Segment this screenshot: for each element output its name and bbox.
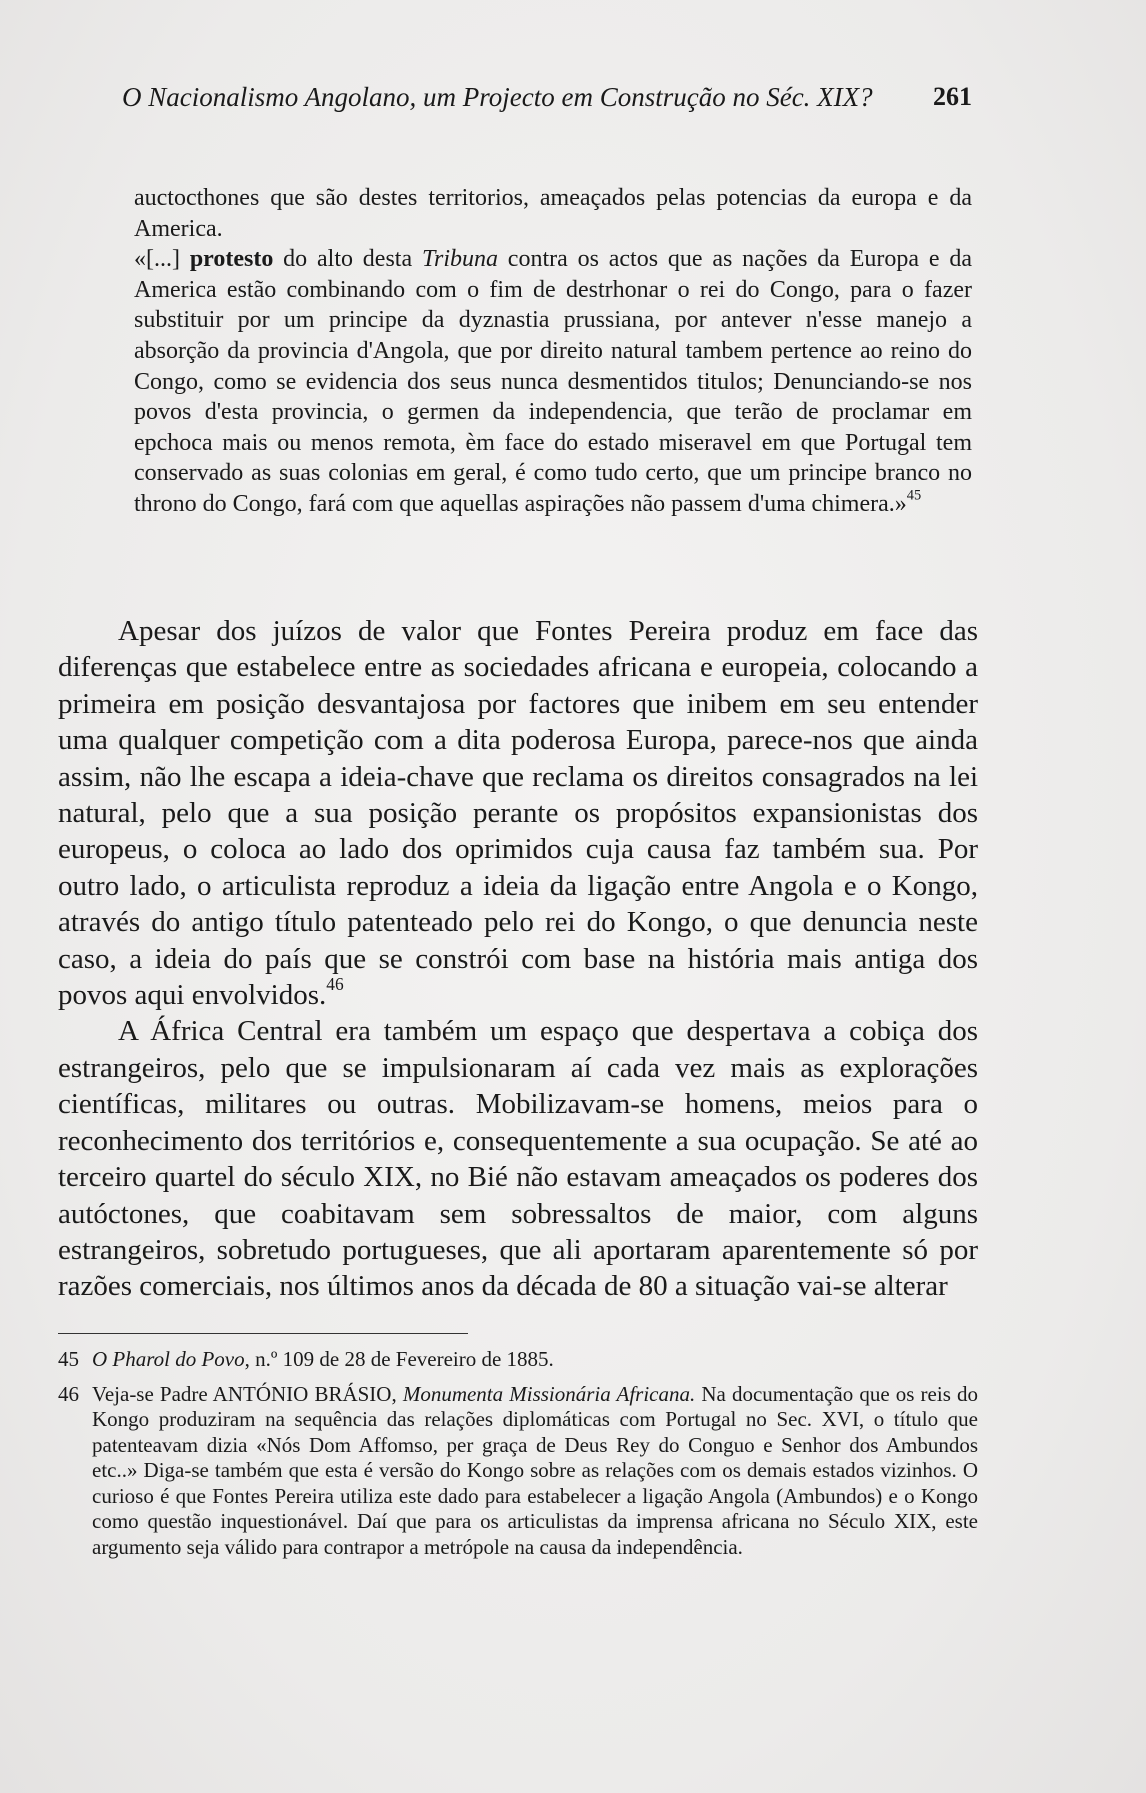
footnote-46-title: Monumenta Missionária Africana. (402, 1381, 696, 1406)
running-header (122, 82, 972, 113)
header-title: O Nacionalismo Angolano, um Projecto em Construção no Séc. XIX? (122, 82, 873, 112)
body-text (58, 613, 978, 1305)
quote-open: «[...] (134, 246, 190, 273)
footnote-46-text-b: Na documentação que os reis do Kongo produziram na sequência das relações diplomáticas com Portugal no Sec. XVI, o título que patenteavam dizia «Nós Dom Affomso, per graça de Deus Rey do Conguo e Senhor dos Ambundos etc..» Diga-se também que esta é versão do Kongo sobre as relações com os demais estados vizinhos. O curioso é que Fontes Pereira utiliza este dado para estabelecer a ligação Angola (Ambundos) e o Kongo como questão inquestionável. Daí que para os articulistas da imprensa africana no Século XIX, este argumento seja válido para contrapor a metrópole na causa da independência. (92, 1381, 978, 1559)
body-paragraph-1 (58, 613, 978, 1013)
footnote-45 (58, 1347, 978, 1373)
quote-mid: do alto desta (273, 246, 422, 273)
page-number: 261 (933, 82, 972, 111)
quote-paragraph-2 (134, 244, 972, 519)
body-paragraph-2: A África Central era também um espaço que despertava a cobiça dos estrangeiros, pelo que se impulsionaram aí cada vez mais as explorações científicas, militares ou outras. Mobilizavam-se homens, meios para o reconhecimento dos territórios e, consequentemente a sua ocupação. Se até ao terceiro quartel do século XIX, no Bié não estavam ameaçados os poderes dos autóctones, que coabitavam sem sobressaltos de maior, com alguns estrangeiros, sobretudo portugueses, que ali aportaram aparentemente só por razões comerciais, nos últimos anos da década de 80 a situação vai-se alterar (58, 1015, 978, 1303)
footnote-45-text: , n.º 109 de 28 de Fevereiro de 1885. (244, 1347, 554, 1371)
footnote-number: 46 (58, 1381, 79, 1406)
footnote-46-text-a: Veja-se Padre ANTÓNIO BRÁSIO, (92, 1381, 403, 1406)
quote-italic-word: Tribuna (421, 246, 498, 273)
footnote-ref-46[interactable]: 46 (326, 974, 344, 995)
body-paragraph-1-text: Apesar dos juízos de valor que Fontes Pereira produz em face das diferenças que estabelece entre as sociedades africana e europeia, colocando a primeira em posição desvantajosa por factores que inibem em seu entender uma qualquer competição com a dita poderosa Europa, parece-nos que ainda assim, não lhe escapa a ideia-chave que reclama os direitos consagrados na lei natural, pelo que a sua posição perante os propósitos expansionistas dos europeus, o coloca ao lado dos oprimidos cuja causa faz também sua. Por outro lado, o articulista reproduz a ideia da ligação entre Angola e o Kongo, através do antigo título patenteado pelo rei do Kongo, o que denuncia neste caso, a ideia do país que se constrói com base na história mais antiga dos povos aqui envolvidos. (58, 615, 978, 1012)
footnote-46 (58, 1382, 978, 1561)
quote-bold-word: protesto (189, 246, 274, 273)
quote-paragraph-1: auctocthones que são destes territorios, ameaçados pelas potencias da europa e da America. (134, 185, 972, 242)
block-quote (134, 183, 972, 520)
footnote-number: 45 (58, 1347, 79, 1371)
footnote-separator (58, 1333, 468, 1334)
footnote-45-title: O Pharol do Povo (92, 1347, 245, 1371)
footnote-ref-45[interactable]: 45 (906, 487, 922, 504)
quote-rest: contra os actos que as nações da Europa e da America estão combinando com o fim de destrhonar o rei do Congo, para o fazer substituir por um principe da dyznastia prussiana, por antever n'esse manejo a absorção da provincia d'Angola, que por direito natural tambem pertence ao reino do Congo, como se evidencia dos seus nunca desmentidos titulos; Denunciando-se nos povos d'esta provincia, o germen da independencia, que terão de proclamar em epchoca mais ou menos remota, èm face do estado miseravel em que Portugal tem conservado as suas colonias em geral, é como tudo certo, que um principe branco no throno do Congo, fará com que aquellas aspirações não passem d'uma chimera.» (134, 246, 973, 517)
footnotes (58, 1347, 978, 1569)
